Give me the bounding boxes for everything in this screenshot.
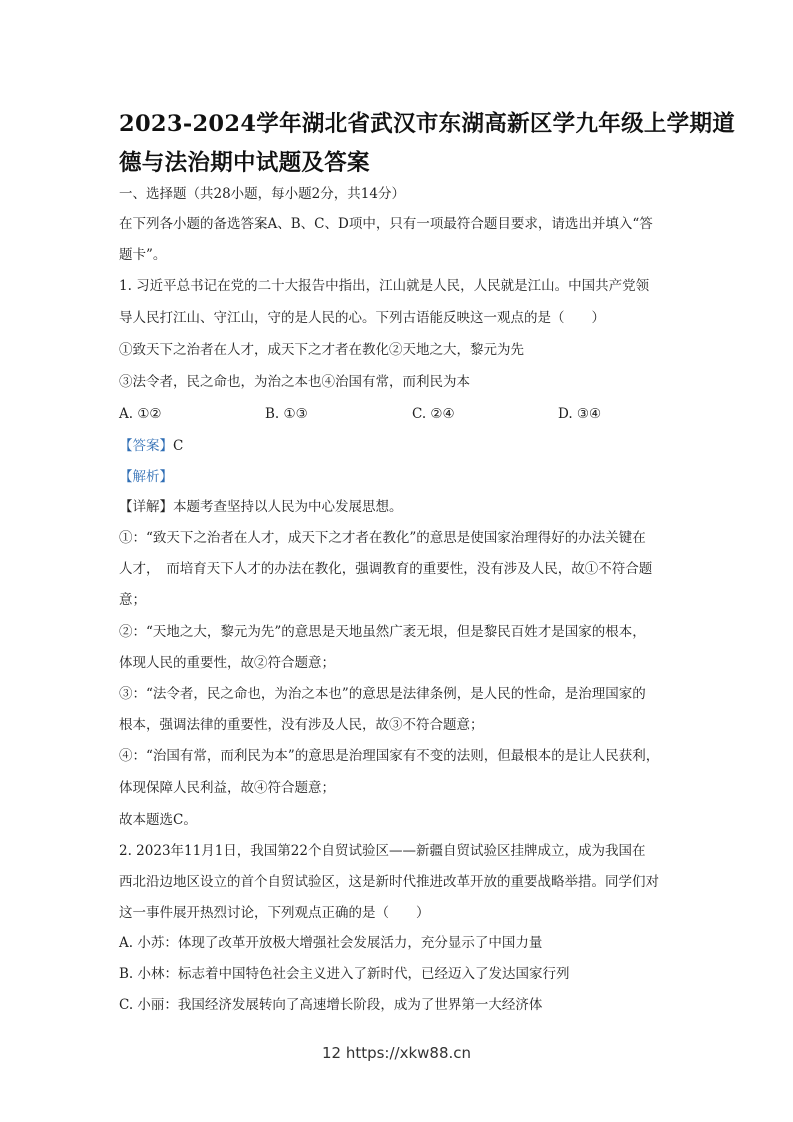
q1-answer [119,438,183,454]
detail-line-6: 体现人民的重要性，故②符合题意； [119,655,335,671]
detail-line-10: 体现保障人民利益，故④符合题意； [119,780,335,796]
q2-option-c: C. 小丽：我国经济发展转向了高速增长阶段，成为了世界第一大经济体 [119,997,543,1013]
detail-line-3: 人才， 而培育天下人才的办法在教化，强调教育的重要性，没有涉及人民，故①不符合题 [119,561,653,577]
detail-text: 本题考查坚持以人民为中心发展思想。 [173,499,403,515]
analysis-tag: 【解析】 [119,469,173,485]
q1-stem-line-2: 导人民打江山、守江山，守的是人民的心。下列古语能反映这一观点的是（ ） [119,310,605,326]
detail-line-7: ③：“法令者，民之命也，为治之本也”的意思是法律条例，是人民的性命，是治理国家的 [119,686,646,702]
instructions-line-2: 题卡”。 [119,247,167,263]
document-title-line-1: 2023-2024学年湖北省武汉市东湖高新区学九年级上学期道 [119,111,736,137]
instructions-line-1: 在下列各小题的备选答案A、B、C、D项中，只有一项最符合题目要求，请选出并填入“答 [119,216,653,232]
answer-value: C [173,438,184,454]
q1-option-b: B. ①③ [265,406,308,422]
q1-option-a: A. ①② [119,406,162,422]
detail-line-11: 故本题选C。 [119,812,197,828]
q2-stem-line-2: 西北沿边地区设立的首个自贸试验区，这是新时代推进改革开放的重要战略举措。同学们对 [119,874,659,890]
q2-stem-line-1: 2. 2023年11月1日，我国第22个自贸试验区——新疆自贸试验区挂牌成立，成为我国在 [119,843,646,859]
q1-option-d: D. ③④ [558,406,602,422]
q2-stem-line-3: 这一事件展开热烈讨论，下列观点正确的是（ ） [119,905,430,921]
q2-option-b: B. 小林：标志着中国特色社会主义进入了新时代，已经迈入了发达国家行列 [119,966,570,982]
section-heading: 一、选择题（共28小题，每小题2分，共14分） [119,186,405,202]
q1-item-line-2: ③法令者，民之命也，为治之本也④治国有常，而利民为本 [119,374,470,390]
q1-item-line-1: ①致天下之治者在人才，成天下之才者在教化②天地之大，黎元为先 [119,342,524,358]
document-title-line-2: 德与法治期中试题及答案 [119,150,370,176]
detail-line-8: 根本，强调法律的重要性，没有涉及人民，故③不符合题意； [119,717,484,733]
q2-option-a: A. 小苏：体现了改革开放极大增强社会发展活力，充分显示了中国力量 [119,935,543,951]
detail-line-2: ①：“致天下之治者在人才，成天下之才者在教化”的意思是使国家治理得好的办法关键在 [119,530,646,546]
detail-line-1 [119,499,403,515]
q1-stem-line-1: 1. 习近平总书记在党的二十大报告中指出，江山就是人民，人民就是江山。中国共产党领 [119,278,650,294]
detail-tag: 【详解】 [119,499,173,515]
detail-line-4: 意； [119,592,146,608]
detail-line-9: ④：“治国有常，而利民为本”的意思是治理国家有不变的法则，但最根本的是让人民获利， [119,748,660,764]
detail-line-5: ②：“天地之大，黎元为先”的意思是天地虽然广袤无垠，但是黎民百姓才是国家的根本， [119,624,646,640]
page-footer: 12 https://xkw88.cn [321,1044,472,1062]
q1-option-c: C. ②④ [412,406,455,422]
answer-tag: 【答案】 [119,438,173,454]
